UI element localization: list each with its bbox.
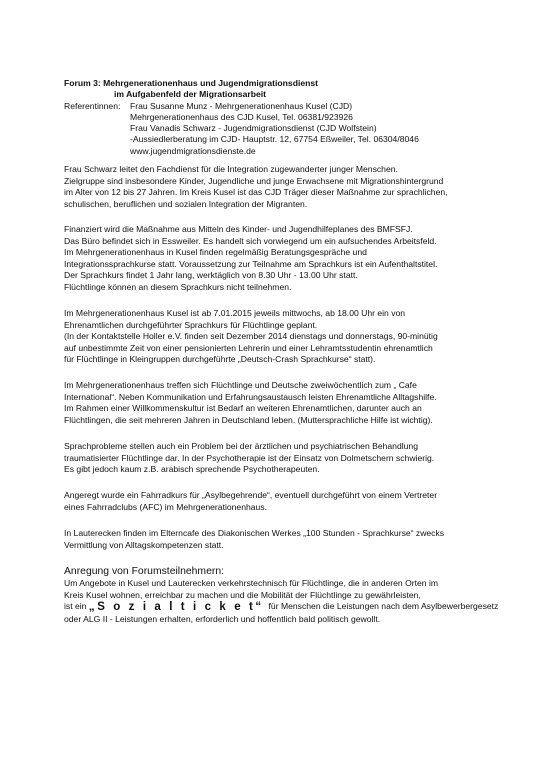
- anregung-heading: Anregung von Forumsteilnehmern:: [64, 566, 224, 577]
- text-line: Im Mehrgenerationenhaus Kusel ist ab 7.01.2015 jeweils mittwochs, ab 18.00 Uhr ein von: [64, 308, 406, 318]
- referent-munz-contact: Mehrgenerationenhaus des CJD Kusel, Tel. 06381/923926: [130, 111, 353, 122]
- text-line: Finanziert wird die Maßnahme aus Mitteln des Kinder- und Jugendhilfeplanes des BMFSFJ.: [64, 224, 413, 234]
- sozialticket-emphasis: „S o z i a l t i c k e t“: [88, 601, 264, 614]
- referent-website: www.jugendmigrationsdienste.de: [130, 145, 256, 156]
- forum-subtitle: im Aufgabenfeld der Migrationsarbeit: [114, 89, 266, 100]
- sozialticket-line: [64, 601, 499, 614]
- text-line: Das Büro befindet sich in Essweiler. Es handelt sich vorwiegend um ein aufsuchendes Arbeitsfeld.: [64, 235, 437, 246]
- text-fragment: ist ein: [64, 601, 87, 612]
- referent-line-1: [64, 101, 419, 112]
- section-anregung: [64, 566, 499, 625]
- forum-title: Forum 3: Mehrgenerationenhaus und Jugendmigrationsdienst: [64, 78, 319, 88]
- referent-schwarz-contact: -Aussiedlerberatung im CJD- Hauptstr. 12, 67754 Eßweiler, Tel. 06304/8046: [130, 134, 419, 145]
- paragraph-fachdienst: [64, 164, 494, 210]
- text-line: Zielgruppe sind insbesondere Kinder, Jugendliche und junge Erwachsene mit Migrationshintergrund: [64, 175, 444, 186]
- text-line: Im Mehrgenerationenhaus in Kusel finden regelmäßig Beratungsgespräche und: [64, 247, 367, 258]
- text-line: Frau Schwarz leitet den Fachdienst für die Integration zugewanderter junger Menschen.: [64, 164, 398, 174]
- text-line: Vermittlung von Alltagskompetenzen statt.: [64, 539, 224, 550]
- paragraph-sprachkurs: [64, 308, 494, 366]
- text-line: Integrationssprachkurse statt. Voraussetzung zur Teilnahme am Sprachkurs ist ein Aufenthaltstitel.: [64, 258, 438, 269]
- text-line: im Alter von 12 bis 27 Jahren. Im Kreis Kusel ist das CJD Träger dieser Maßnahme zur sprachlichen,: [64, 187, 448, 198]
- referent-munz: Frau Susanne Munz - Mehrgenerationenhaus Kusel (CJD): [130, 100, 353, 111]
- text-line: schulischen, beruflichen und sozialen Integration der Migranten.: [64, 198, 308, 209]
- text-line: International“. Neben Kommunikation und Erfahrungsaustausch leisten Ehrenamtliche Alltagshilfe.: [64, 391, 437, 402]
- text-line: eines Fahrradclubs (AFC) im Mehrgenerationenhaus.: [64, 501, 268, 512]
- text-line: Flüchtlingen, die seit mehreren Jahren in Deutschland leben. (Muttersprachliche Hilfe ist wichtig).: [64, 414, 433, 425]
- paragraph-finanzierung: [64, 224, 494, 294]
- text-line: (In der Kontaktstelle Holler e.V. finden seit Dezember 2014 dienstags und donnerstags, 90-minütig: [64, 331, 438, 342]
- forum-header: [64, 78, 419, 157]
- paragraph-fahrradkurs: [64, 490, 494, 513]
- paragraph-sprachprobleme: [64, 441, 494, 476]
- referent-label: Referentinnen:: [64, 100, 121, 111]
- text-line: oder ALG II - Leistungen erhalten, erforderlich und hoffentlich bald politisch gewollt.: [64, 613, 381, 624]
- paragraph-cafe-international: [64, 380, 494, 426]
- text-line: Der Sprachkurs findet 1 Jahr lang, werktäglich von 8.30 Uhr - 13.00 Uhr statt.: [64, 270, 358, 281]
- text-line: In Lauterecken finden im Elterncafe des Diakonischen Werkes „100 Stunden - Sprachkurse“ zwecks: [64, 528, 445, 538]
- text-line: Angeregt wurde ein Fahrradkurs für „Asylbegehrende“, eventuell durchgeführt von einem Vertreter: [64, 490, 438, 500]
- text-line: Um Angebote in Kusel und Lauterecken verkehrstechnisch für Flüchtlinge, die in anderen Orten im: [64, 578, 439, 588]
- text-line: Im Rahmen einer Willkommenskultur ist Bedarf an weiteren Ehrenamtlichen, darunter auch an: [64, 403, 422, 414]
- text-line: für Flüchtlinge in Kleingruppen durchgeführte „Deutsch-Crash Sprachkurse“ statt).: [64, 354, 376, 365]
- text-line: Sprachprobleme stellen auch ein Problem bei der ärztlichen und psychiatrischen Behandlung: [64, 441, 418, 451]
- text-line: traumatisierter Flüchtlinge dar. In der Psychotherapie ist der Einsatz von Dolmetschern schwierig.: [64, 452, 435, 463]
- text-line: Es gibt jedoch kaum z.B. arabisch sprechende Psychotherapeuten.: [64, 464, 320, 475]
- text-line: Flüchtlinge können an diesem Sprachkurs nicht teilnehmen.: [64, 281, 292, 292]
- text-line: Im Mehrgenerationenhaus treffen sich Flüchtlinge und Deutsche zweiwöchentlich zum „ Cafe: [64, 380, 417, 390]
- referent-schwarz: Frau Vanadis Schwarz - Jugendmigrationsdienst (CJD Wolfstein): [130, 123, 377, 134]
- text-line: Kreis Kusel wohnen, erreichbar zu machen und die Mobilität der Flüchtlinge zu gewährleisten,: [64, 589, 421, 600]
- text-line: auf unbestimmte Zeit von einer pensionierten Lehrerin und einer Lehramtsstudentin ehrenamtlich: [64, 342, 433, 353]
- paragraph-lauterecken: [64, 528, 494, 551]
- text-line: Ehrenamtlichen durchgeführter Sprachkurs für Flüchtlinge geplant.: [64, 319, 318, 330]
- text-fragment: für Menschen die Leistungen nach dem Asylbewerbergesetz: [268, 601, 499, 612]
